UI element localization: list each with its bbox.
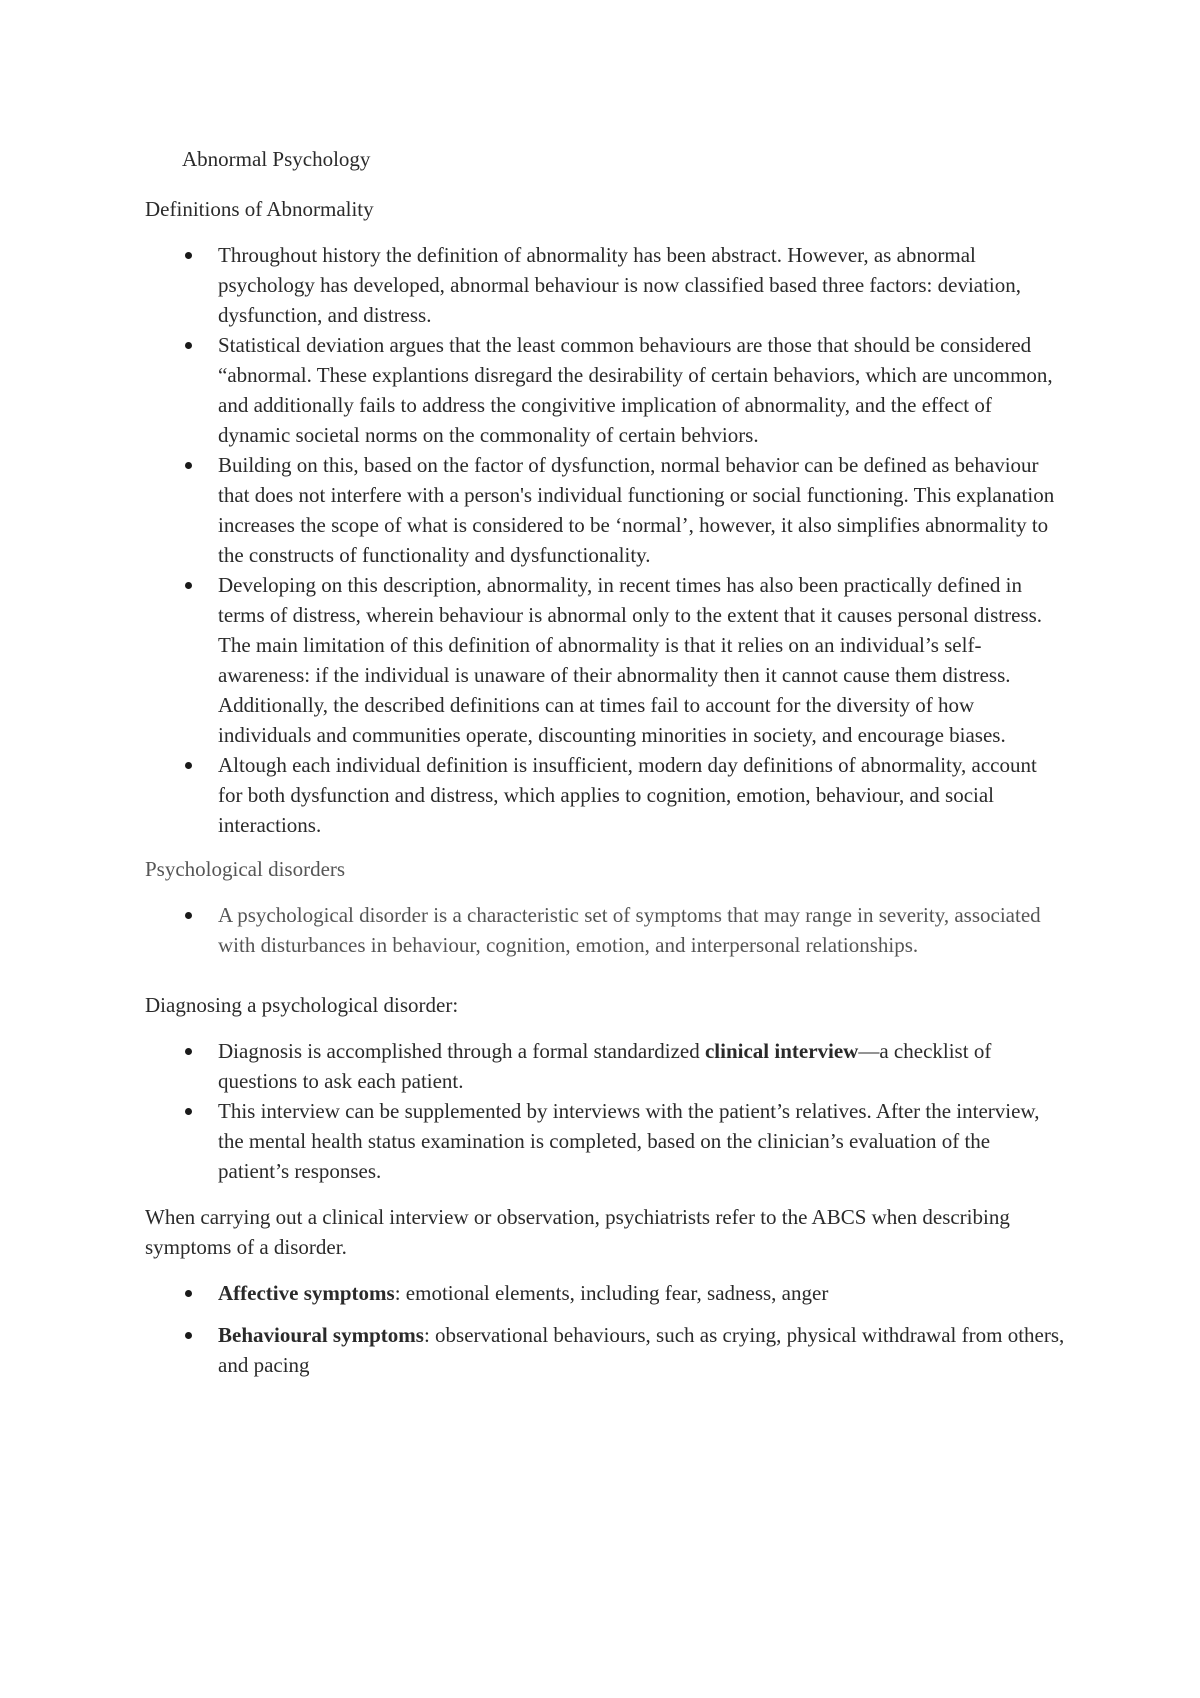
list-item (145, 1036, 1065, 1096)
list-item (145, 900, 1065, 960)
list-item (145, 450, 1065, 570)
disorders-list (145, 900, 1065, 960)
list-item (145, 1096, 1065, 1186)
section-heading-definitions: Definitions of Abnormality (145, 197, 374, 221)
bullet-icon (185, 252, 192, 259)
list-item-text: : observational behaviours, such as crying, physical withdrawal from others, and pacing (218, 1323, 1065, 1377)
list-item-text: Altough each individual definition is insufficient, modern day definitions of abnormality, account for both dysfunction and distress, which applies to cognition, emotion, behaviour, and social interactions. (218, 753, 1037, 837)
list-item-text: This interview can be supplemented by interviews with the patient’s relatives. After the interview, the mental health status examination is completed, based on the clinician’s evaluation of the patient’s responses. (218, 1099, 1040, 1183)
list-item (145, 1320, 1065, 1380)
bullet-icon (185, 1290, 192, 1297)
definitions-list (145, 240, 1065, 840)
document-title: Abnormal Psychology (182, 147, 371, 171)
list-item-text: : emotional elements, including fear, sadness, anger (394, 1281, 829, 1305)
list-item (145, 750, 1065, 840)
document-page (145, 144, 1065, 1380)
list-item (145, 240, 1065, 330)
abcs-intro-paragraph: When carrying out a clinical interview or observation, psychiatrists refer to the ABCS when describing symptoms of a disorder. (145, 1205, 1010, 1259)
list-item-text: —a checklist of questions to ask each patient. (218, 1039, 992, 1093)
list-item-text: Developing on this description, abnormality, in recent times has also been practically defined in terms of distress, wherein behaviour is abnormal only to the extent that it causes personal distress. The main limitation of this definition of abnormality is that it relies on an individual’s self-awareness: if the individual is unaware of their abnormality then it cannot cause them distress. Additionally, the described definitions can at times fail to account for the diversity of how individuals and communities operate, discounting minorities in society, and encourage biases. (218, 573, 1043, 747)
list-item (145, 1278, 1065, 1308)
list-item-text: Building on this, based on the factor of dysfunction, normal behavior can be defined as behaviour that does not interfere with a person's individual functioning or social functioning. This explanation increases the scope of what is considered to be ‘normal’, however, it also simplifies abnormality to the constructs of functionality and dysfunctionality. (218, 453, 1055, 567)
term-affective-symptoms: Affective symptoms (218, 1281, 395, 1305)
bullet-icon (185, 582, 192, 589)
bullet-icon (185, 912, 192, 919)
list-item-text: Statistical deviation argues that the least common behaviours are those that should be considered “abnormal. These explantions disregard the desirability of certain behaviors, which are uncommon, and additionally fails to address the congivitive implication of abnormality, and the effect of dynamic societal norms on the commonality of certain behviors. (218, 333, 1053, 447)
bullet-icon (185, 462, 192, 469)
list-item-text: Throughout history the definition of abnormality has been abstract. However, as abnormal psychology has developed, abnormal behaviour is now classified based three factors: deviation, dysfunction, and distress. (218, 243, 1022, 327)
bullet-icon (185, 342, 192, 349)
abcs-list (145, 1278, 1065, 1380)
bullet-icon (185, 1332, 192, 1339)
term-clinical-interview: clinical interview (704, 1039, 859, 1063)
list-item (145, 570, 1065, 750)
list-item (145, 330, 1065, 450)
list-item-text: Diagnosis is accomplished through a formal standardized (218, 1039, 705, 1063)
bullet-icon (185, 1108, 192, 1115)
bullet-icon (185, 762, 192, 769)
list-item-text: A psychological disorder is a characteristic set of symptoms that may range in severity, associated with disturbances in behaviour, cognition, emotion, and interpersonal relationships. (218, 903, 1041, 957)
diagnosing-list (145, 1036, 1065, 1186)
section-heading-diagnosing: Diagnosing a psychological disorder: (145, 993, 459, 1017)
bullet-icon (185, 1048, 192, 1055)
term-behavioural-symptoms: Behavioural symptoms (218, 1323, 424, 1347)
section-heading-disorders: Psychological disorders (145, 857, 346, 881)
